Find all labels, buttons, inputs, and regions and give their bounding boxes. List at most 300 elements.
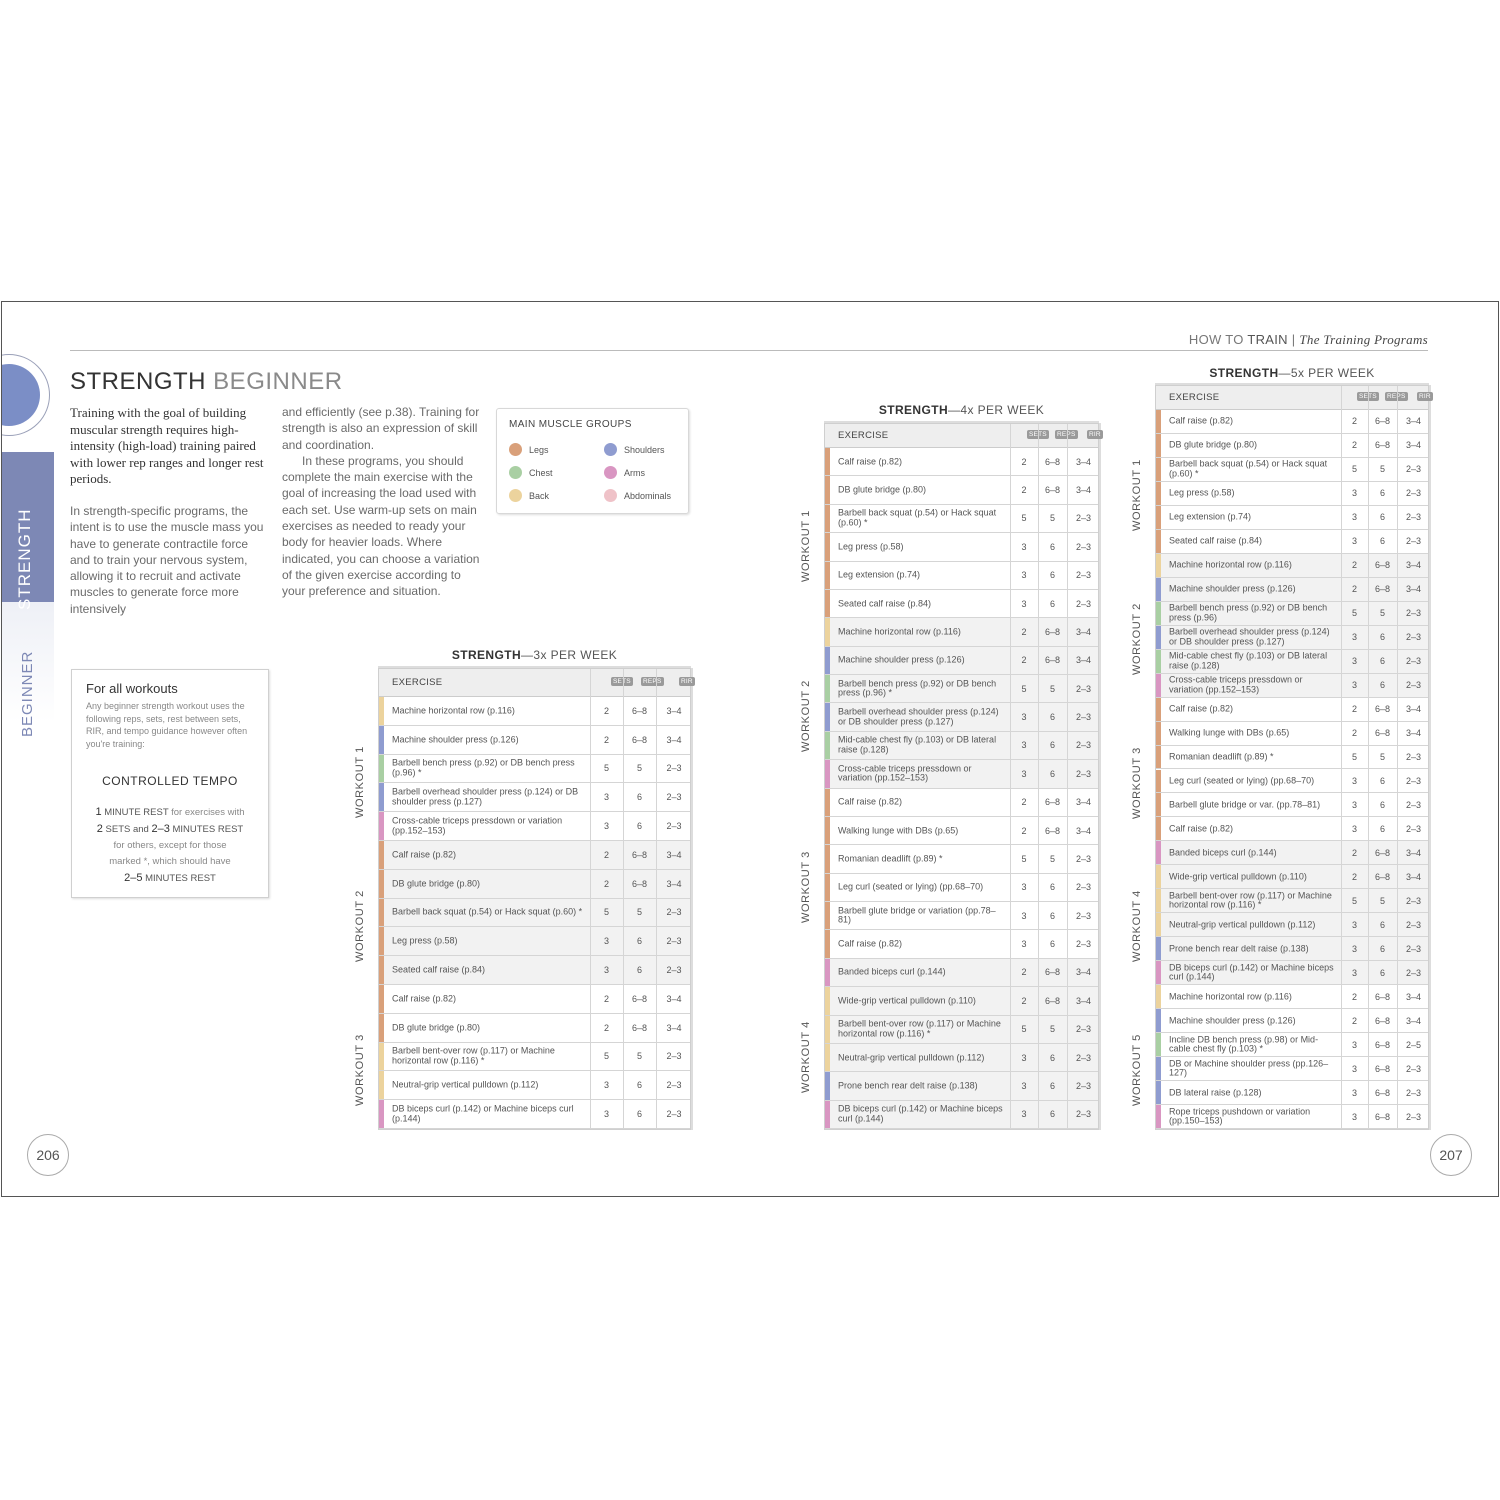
table-row	[825, 448, 1098, 476]
table-row	[825, 476, 1098, 504]
page-number-right: 207	[1430, 1134, 1472, 1176]
rir-cell: 2–3	[1405, 464, 1422, 475]
rir-cell: 3–4	[1405, 704, 1422, 715]
muscle-color-bar	[825, 902, 830, 929]
sets-cell: 3	[603, 821, 609, 832]
sets-cell: 5	[603, 907, 609, 918]
rir-cell: 2–3	[666, 763, 682, 774]
table-title	[1155, 366, 1429, 380]
rir-cell: 3–4	[1405, 728, 1422, 739]
table-row	[825, 902, 1098, 930]
reps-cell: 6–8	[631, 705, 648, 716]
sets-cell: 3	[1351, 488, 1357, 499]
rir-cell: 3–4	[1405, 1015, 1422, 1026]
exercise-cell: Calf raise (p.82)	[1169, 703, 1234, 714]
exercise-cell: Barbell overhead shoulder press (p.124) or DB shoulder press (p.127)	[838, 706, 999, 727]
exercise-cell: Wide-grip vertical pulldown (p.110)	[838, 995, 976, 1006]
legend-item-chest	[509, 468, 553, 478]
table-row	[825, 817, 1098, 845]
exercise-cell: Leg press (p.58)	[1169, 487, 1235, 498]
rir-cell: 2–3	[666, 936, 682, 947]
reps-cell: 6–8	[1044, 967, 1061, 978]
muscle-color-bar	[379, 899, 384, 927]
muscle-color-bar	[379, 755, 384, 783]
workout-label: WORKOUT 4	[1131, 890, 1143, 963]
rir-cell: 3–4	[1075, 797, 1092, 808]
muscle-color-bar	[825, 1101, 830, 1128]
muscle-color-bar	[825, 562, 830, 589]
reps-cell: 6–8	[1374, 440, 1391, 451]
column-divider	[1341, 386, 1342, 1129]
workout-label: WORKOUT 3	[354, 1034, 366, 1106]
reps-cell: 6	[1379, 536, 1385, 547]
workout-label: WORKOUT 1	[1131, 459, 1143, 531]
sets-cell: 2	[1351, 871, 1357, 882]
sets-cell: 2	[603, 993, 609, 1004]
reps-cell: 6–8	[631, 849, 648, 860]
muscle-color-bar	[825, 817, 830, 844]
table-row	[825, 987, 1098, 1015]
legend-dot	[604, 466, 617, 479]
rir-cell: 2–3	[1075, 683, 1092, 694]
rir-cell: 2–3	[1075, 570, 1092, 581]
reps-cell: 5	[1049, 853, 1055, 864]
rir-cell: 3–4	[1075, 485, 1092, 496]
reps-cell: 5	[1379, 608, 1385, 619]
sets-cell: 3	[1021, 598, 1027, 609]
all-workouts-heading: For all workouts	[86, 681, 178, 696]
muscle-color-bar	[825, 760, 830, 787]
rir-cell: 2–3	[1405, 1087, 1422, 1098]
reps-cell: 5	[636, 907, 642, 918]
sets-cell: 3	[603, 965, 609, 976]
rir-cell: 2–5	[1405, 1039, 1422, 1050]
all-workouts-box	[71, 669, 269, 898]
exercise-cell: Banded biceps curl (p.144)	[838, 966, 946, 977]
sets-cell: 5	[1351, 608, 1357, 619]
reps-cell: 6	[1049, 939, 1055, 950]
sets-cell: 5	[1351, 752, 1357, 762]
reps-cell: 5	[1049, 1024, 1055, 1035]
rir-cell: 2–3	[666, 792, 682, 803]
exercise-cell: Neutral-grip vertical pulldown (p.112)	[392, 1079, 539, 1090]
reps-cell: 6–8	[1374, 704, 1391, 715]
reps-cell: 6–8	[1374, 1063, 1391, 1074]
header-rule	[70, 350, 1428, 351]
exercise-cell: Machine horizontal row (p.116)	[838, 626, 961, 637]
sets-cell: 2	[1021, 485, 1027, 496]
sets-cell: 3	[1021, 1109, 1027, 1120]
column-header-reps: REPS	[643, 678, 662, 685]
table-row	[1156, 817, 1428, 841]
exercise-cell: Walking lunge with DBs (p.65)	[838, 824, 959, 835]
muscle-color-bar	[379, 1071, 384, 1099]
table-row	[825, 590, 1098, 618]
rir-cell: 2–3	[1075, 768, 1092, 779]
table-row	[1156, 937, 1428, 961]
sets-cell: 2	[1021, 967, 1027, 978]
table-row	[1156, 410, 1428, 434]
sets-cell: 2	[1351, 1015, 1357, 1026]
rir-cell: 3–4	[1075, 626, 1092, 637]
body-paragraph-2: and efficiently (see p.38). Training for strength is also an expression of skill and coordination.	[282, 405, 480, 452]
reps-cell: 6–8	[1374, 728, 1391, 739]
table-row	[1156, 530, 1428, 554]
exercise-cell: Machine horizontal row (p.116)	[1169, 990, 1292, 1001]
exercise-cell: Barbell bent-over row (p.117) or Machine horizontal row (p.116) *	[1169, 890, 1332, 910]
workout-label: WORKOUT 5	[1131, 1034, 1143, 1107]
sets-cell: 3	[1351, 512, 1357, 523]
sets-cell: 5	[1351, 464, 1357, 475]
muscle-color-bar	[379, 1043, 384, 1071]
rir-cell: 2–3	[1075, 598, 1092, 609]
exercise-cell: Machine shoulder press (p.126)	[838, 654, 965, 665]
table-row	[1156, 1057, 1428, 1081]
reps-cell: 6	[636, 936, 642, 947]
exercise-cell: Machine horizontal row (p.116)	[1169, 559, 1292, 570]
muscle-color-bar	[1156, 985, 1161, 1008]
column-header-sets: SETS	[613, 678, 631, 685]
muscle-color-bar	[1156, 937, 1161, 960]
body-paragraph-1: In strength-specific programs, the intent is to use the muscle mass you have to generate contractile force and to train your nervous system, allowing it to recruit and activate muscles to generate force more intensively	[70, 504, 264, 616]
reps-cell: 6	[1379, 680, 1385, 691]
rir-cell: 3–4	[666, 734, 682, 745]
workout-label: WORKOUT 1	[354, 746, 366, 818]
sets-cell: 3	[1021, 570, 1027, 581]
table-row	[825, 533, 1098, 561]
table-row	[1156, 913, 1428, 937]
exercise-cell: DB glute bridge (p.80)	[838, 484, 927, 495]
intro-paragraph: Training with the goal of building muscular strength requires high-intensity (high-load) training paired with lower rep ranges and longer rest periods.	[70, 405, 264, 486]
exercise-cell: Leg extension (p.74)	[838, 569, 921, 580]
workout-label: WORKOUT 1	[800, 510, 812, 583]
table-row	[825, 703, 1098, 731]
sets-cell: 3	[1351, 1111, 1357, 1122]
rir-cell: 3–4	[1075, 967, 1092, 978]
column-divider	[1067, 424, 1068, 1129]
table-title-bold: STRENGTH	[1209, 366, 1279, 380]
column-header-reps: REPS	[1387, 393, 1406, 400]
sets-cell: 2	[1351, 704, 1357, 715]
muscle-color-bar	[379, 927, 384, 955]
rir-cell: 2–3	[666, 1109, 682, 1120]
table-row	[379, 812, 690, 841]
muscle-color-bar	[379, 956, 384, 984]
sets-cell: 3	[1351, 632, 1357, 643]
reps-cell: 6–8	[1044, 626, 1061, 637]
exercise-cell: Seated calf raise (p.84)	[838, 597, 932, 608]
reps-cell: 6	[1379, 512, 1385, 523]
sets-cell: 5	[603, 763, 609, 774]
table-row	[1156, 578, 1428, 602]
muscle-color-bar	[1156, 482, 1161, 505]
reps-cell: 6	[1379, 656, 1385, 667]
table-row	[825, 845, 1098, 873]
rir-cell: 3–4	[1405, 416, 1422, 427]
exercise-cell: Romanian deadlift (p.89) *	[1169, 751, 1274, 762]
rir-cell: 2–3	[1405, 775, 1422, 786]
exercise-cell: DB glute bridge (p.80)	[1169, 439, 1258, 450]
rir-cell: 3–4	[1405, 440, 1422, 451]
legend-dot	[604, 443, 617, 456]
sets-cell: 3	[1351, 1087, 1357, 1098]
rir-cell: 2–3	[1405, 823, 1422, 834]
exercise-cell: Wide-grip vertical pulldown (p.110)	[1169, 871, 1307, 882]
muscle-color-bar	[1156, 626, 1161, 649]
rir-cell: 2–3	[1405, 632, 1422, 643]
legend-item-back	[509, 491, 549, 501]
reps-cell: 6–8	[1374, 560, 1391, 571]
sets-cell: 2	[1351, 416, 1357, 427]
program-table-4x	[800, 403, 1101, 1130]
rir-cell: 2–3	[1075, 853, 1092, 864]
muscle-color-bar	[1156, 650, 1161, 673]
table-row	[825, 1072, 1098, 1100]
muscle-color-bar	[1156, 865, 1161, 888]
column-header-sets: SETS	[1029, 431, 1047, 438]
reps-cell: 5	[1049, 683, 1055, 694]
exercise-cell: Barbell back squat (p.54) or Hack squat (p.60) *	[1169, 458, 1328, 479]
rir-cell: 2–3	[1075, 541, 1092, 552]
workout-label: WORKOUT 2	[354, 890, 366, 962]
column-header-rir: RIR	[1089, 431, 1101, 438]
muscle-color-bar	[379, 870, 384, 898]
sets-cell: 3	[1351, 799, 1357, 810]
table-header	[379, 669, 693, 697]
table-row	[379, 783, 690, 812]
exercise-cell: Calf raise (p.82)	[838, 455, 903, 466]
muscle-color-bar	[1156, 698, 1161, 721]
reps-cell: 6	[1049, 1109, 1055, 1120]
rir-cell: 3–4	[1405, 847, 1422, 858]
exercise-cell: Calf raise (p.82)	[838, 938, 903, 949]
reps-cell: 6	[1049, 570, 1055, 581]
reps-cell: 6–8	[1044, 456, 1061, 467]
table-row	[1156, 1033, 1428, 1057]
exercise-cell: Barbell bent-over row (p.117) or Machine horizontal row (p.116) *	[392, 1045, 555, 1066]
table-row	[1156, 1105, 1428, 1129]
column-header-sets: SETS	[1359, 393, 1377, 400]
table-row	[1156, 985, 1428, 1009]
tab-label-strength: STRENGTH	[15, 508, 34, 610]
sets-cell: 2	[1021, 655, 1027, 666]
column-divider	[623, 669, 624, 1129]
table-title-bold: STRENGTH	[878, 403, 949, 417]
reps-cell: 6	[1049, 910, 1055, 921]
muscle-color-bar	[1156, 722, 1161, 745]
table-row	[825, 618, 1098, 646]
reps-cell: 5	[1049, 513, 1055, 524]
workout-label: WORKOUT 3	[800, 850, 812, 923]
reps-cell: 5	[636, 1051, 642, 1062]
rir-cell: 2–3	[1405, 656, 1422, 667]
table-row	[1156, 889, 1428, 913]
exercise-cell: Calf raise (p.82)	[838, 796, 903, 807]
exercise-cell: Seated calf raise (p.84)	[1169, 535, 1263, 546]
table-row	[1156, 674, 1428, 698]
muscle-color-bar	[1156, 746, 1161, 769]
table-row	[825, 930, 1098, 958]
column-header-exercise: EXERCISE	[1169, 392, 1220, 403]
table-header	[1156, 386, 1431, 410]
rir-cell: 3–4	[1075, 825, 1092, 836]
column-divider	[1010, 424, 1011, 1129]
rir-cell: 3–4	[666, 1022, 682, 1033]
rir-cell: 2–3	[1075, 939, 1092, 950]
sets-cell: 3	[603, 936, 609, 947]
muscle-color-bar	[825, 732, 830, 759]
table-row	[1156, 961, 1428, 985]
table-row	[1156, 554, 1428, 578]
table-row	[825, 959, 1098, 987]
muscle-color-bar	[1156, 913, 1161, 936]
rir-cell: 3–4	[1405, 991, 1422, 1002]
reps-cell: 6	[1379, 488, 1385, 499]
table-title-rest: —5x PER WEEK	[1278, 366, 1375, 380]
exercise-cell: Machine shoulder press (p.126)	[1169, 583, 1296, 594]
reps-cell: 6	[636, 965, 642, 976]
sets-cell: 3	[1021, 1052, 1027, 1063]
reps-cell: 6–8	[631, 878, 648, 889]
reps-cell: 6–8	[1374, 1039, 1391, 1050]
sets-cell: 2	[603, 705, 609, 716]
muscle-color-bar	[1156, 841, 1161, 864]
muscle-group-legend	[496, 408, 689, 514]
muscle-color-bar	[379, 783, 384, 811]
rir-cell: 2–3	[666, 821, 682, 832]
muscle-color-bar	[1156, 602, 1161, 625]
table-row	[1156, 650, 1428, 674]
reps-cell: 5	[636, 763, 642, 774]
exercise-cell: Prone bench rear delt raise (p.138)	[838, 1080, 978, 1091]
rir-cell: 2–3	[1405, 943, 1422, 954]
reps-cell: 6	[636, 1109, 642, 1120]
sets-cell: 2	[1351, 440, 1357, 451]
muscle-color-bar	[825, 874, 830, 901]
sets-cell: 2	[1351, 560, 1357, 571]
section-tab	[2, 352, 54, 737]
column-header-reps: REPS	[1057, 431, 1076, 438]
table-row	[1156, 722, 1428, 746]
rir-cell: 2–3	[1405, 680, 1422, 691]
muscle-color-bar	[825, 1072, 830, 1099]
reps-cell: 6	[1049, 712, 1055, 723]
exercise-cell: DB biceps curl (p.142) or Machine biceps curl (p.144)	[1169, 962, 1334, 982]
sets-cell: 2	[1021, 825, 1027, 836]
sets-cell: 3	[1021, 1080, 1027, 1091]
table-row	[379, 841, 690, 870]
table-title	[824, 403, 1099, 417]
muscle-color-bar	[1156, 674, 1161, 697]
sets-cell: 5	[1021, 513, 1027, 524]
body-paragraph-3: In these programs, you should complete the main exercise with the goal of increasing the load used with each set. Use warm-up sets on main exercises as needed to ready your body for heavier loads. Where indicated, you can choose a variation of the given exercise according to your preference and situation.	[282, 453, 480, 599]
running-header: HOW TO TRAIN | The Training Programs	[1188, 332, 1428, 347]
legend-dot	[509, 466, 522, 479]
muscle-color-bar	[1156, 554, 1161, 577]
rir-cell: 3–4	[1405, 871, 1422, 882]
rir-cell: 2–3	[1075, 1052, 1092, 1063]
sets-cell: 3	[1351, 1063, 1357, 1074]
table-row	[379, 899, 690, 928]
legend-dot	[509, 443, 522, 456]
reps-cell: 5	[1379, 752, 1385, 762]
table-row	[1156, 434, 1428, 458]
page-number-left: 206	[27, 1134, 69, 1176]
muscle-color-bar	[1156, 770, 1161, 793]
muscle-color-bar	[1156, 1105, 1161, 1128]
reps-cell: 6	[1379, 632, 1385, 643]
muscle-color-bar	[825, 987, 830, 1014]
table-row	[1156, 841, 1428, 865]
all-workouts-text: Any beginner strength workout uses the following reps, sets, rest between sets, RIR, and tempo guidance however often you're training:	[86, 701, 248, 749]
column-divider	[656, 669, 657, 1129]
reps-cell: 6	[1049, 740, 1055, 751]
exercise-cell: Incline DB bench press (p.98) or Mid-cable chest fly (p.103) *	[1169, 1034, 1319, 1054]
muscle-color-bar	[379, 1100, 384, 1128]
tab-label-beginner: BEGINNER	[19, 650, 36, 737]
table-row	[379, 1100, 690, 1129]
rir-cell: 2–3	[1405, 895, 1422, 906]
reps-cell: 6	[636, 1080, 642, 1091]
rir-cell: 2–3	[666, 907, 682, 918]
exercise-cell: Barbell glute bridge or variation (pp.78–81)	[838, 905, 996, 925]
sets-cell: 3	[1351, 943, 1357, 954]
workout-label: WORKOUT 4	[800, 1021, 812, 1093]
rir-cell: 2–3	[1075, 1024, 1092, 1035]
exercise-cell: Calf raise (p.82)	[392, 849, 457, 860]
table-row	[1156, 1081, 1428, 1105]
rir-cell: 2–3	[666, 1080, 682, 1091]
exercise-cell: Barbell glute bridge or var. (pp.78–81)	[1169, 799, 1321, 810]
rir-cell: 2–3	[1405, 488, 1422, 499]
reps-cell: 6–8	[631, 1022, 648, 1033]
muscle-color-bar	[825, 1044, 830, 1071]
rir-cell: 3–4	[666, 993, 682, 1004]
exercise-cell: Romanian deadlift (p.89) *	[838, 853, 943, 864]
muscle-color-bar	[1156, 1033, 1161, 1056]
reps-cell: 6–8	[1044, 797, 1061, 808]
rir-cell: 2–3	[1405, 752, 1422, 762]
table-row	[1156, 1009, 1428, 1033]
table-row	[379, 1014, 690, 1043]
table-row	[379, 697, 690, 726]
exercise-cell: Walking lunge with DBs (p.65)	[1169, 727, 1290, 738]
rir-cell: 2–3	[1405, 799, 1422, 810]
program-table-5x	[1131, 366, 1431, 1130]
book-spread	[1, 301, 1499, 1197]
reps-cell: 6	[1379, 775, 1385, 786]
exercise-cell: Barbell overhead shoulder press (p.124) or DB shoulder press (p.127)	[392, 786, 579, 807]
reps-cell: 6–8	[1044, 825, 1061, 836]
reps-cell: 6–8	[1044, 485, 1061, 496]
table-row	[1156, 698, 1428, 722]
reps-cell: 6	[1379, 967, 1385, 978]
rir-cell: 2–3	[666, 965, 682, 976]
rir-cell: 2–3	[1075, 740, 1092, 751]
sets-cell: 3	[1351, 919, 1357, 930]
table-row	[825, 874, 1098, 902]
program-table-3x	[354, 648, 693, 1130]
exercise-cell: Barbell back squat (p.54) or Hack squat (p.60) *	[392, 906, 583, 917]
reps-cell: 5	[1379, 895, 1385, 906]
sets-cell: 3	[1351, 823, 1357, 834]
sets-cell: 3	[1351, 1039, 1357, 1050]
legend-item-shoulders	[604, 445, 665, 455]
rir-cell: 2–3	[1405, 967, 1422, 978]
reps-cell: 6	[1049, 598, 1055, 609]
rir-cell: 3–4	[666, 849, 682, 860]
table-row	[1156, 865, 1428, 889]
